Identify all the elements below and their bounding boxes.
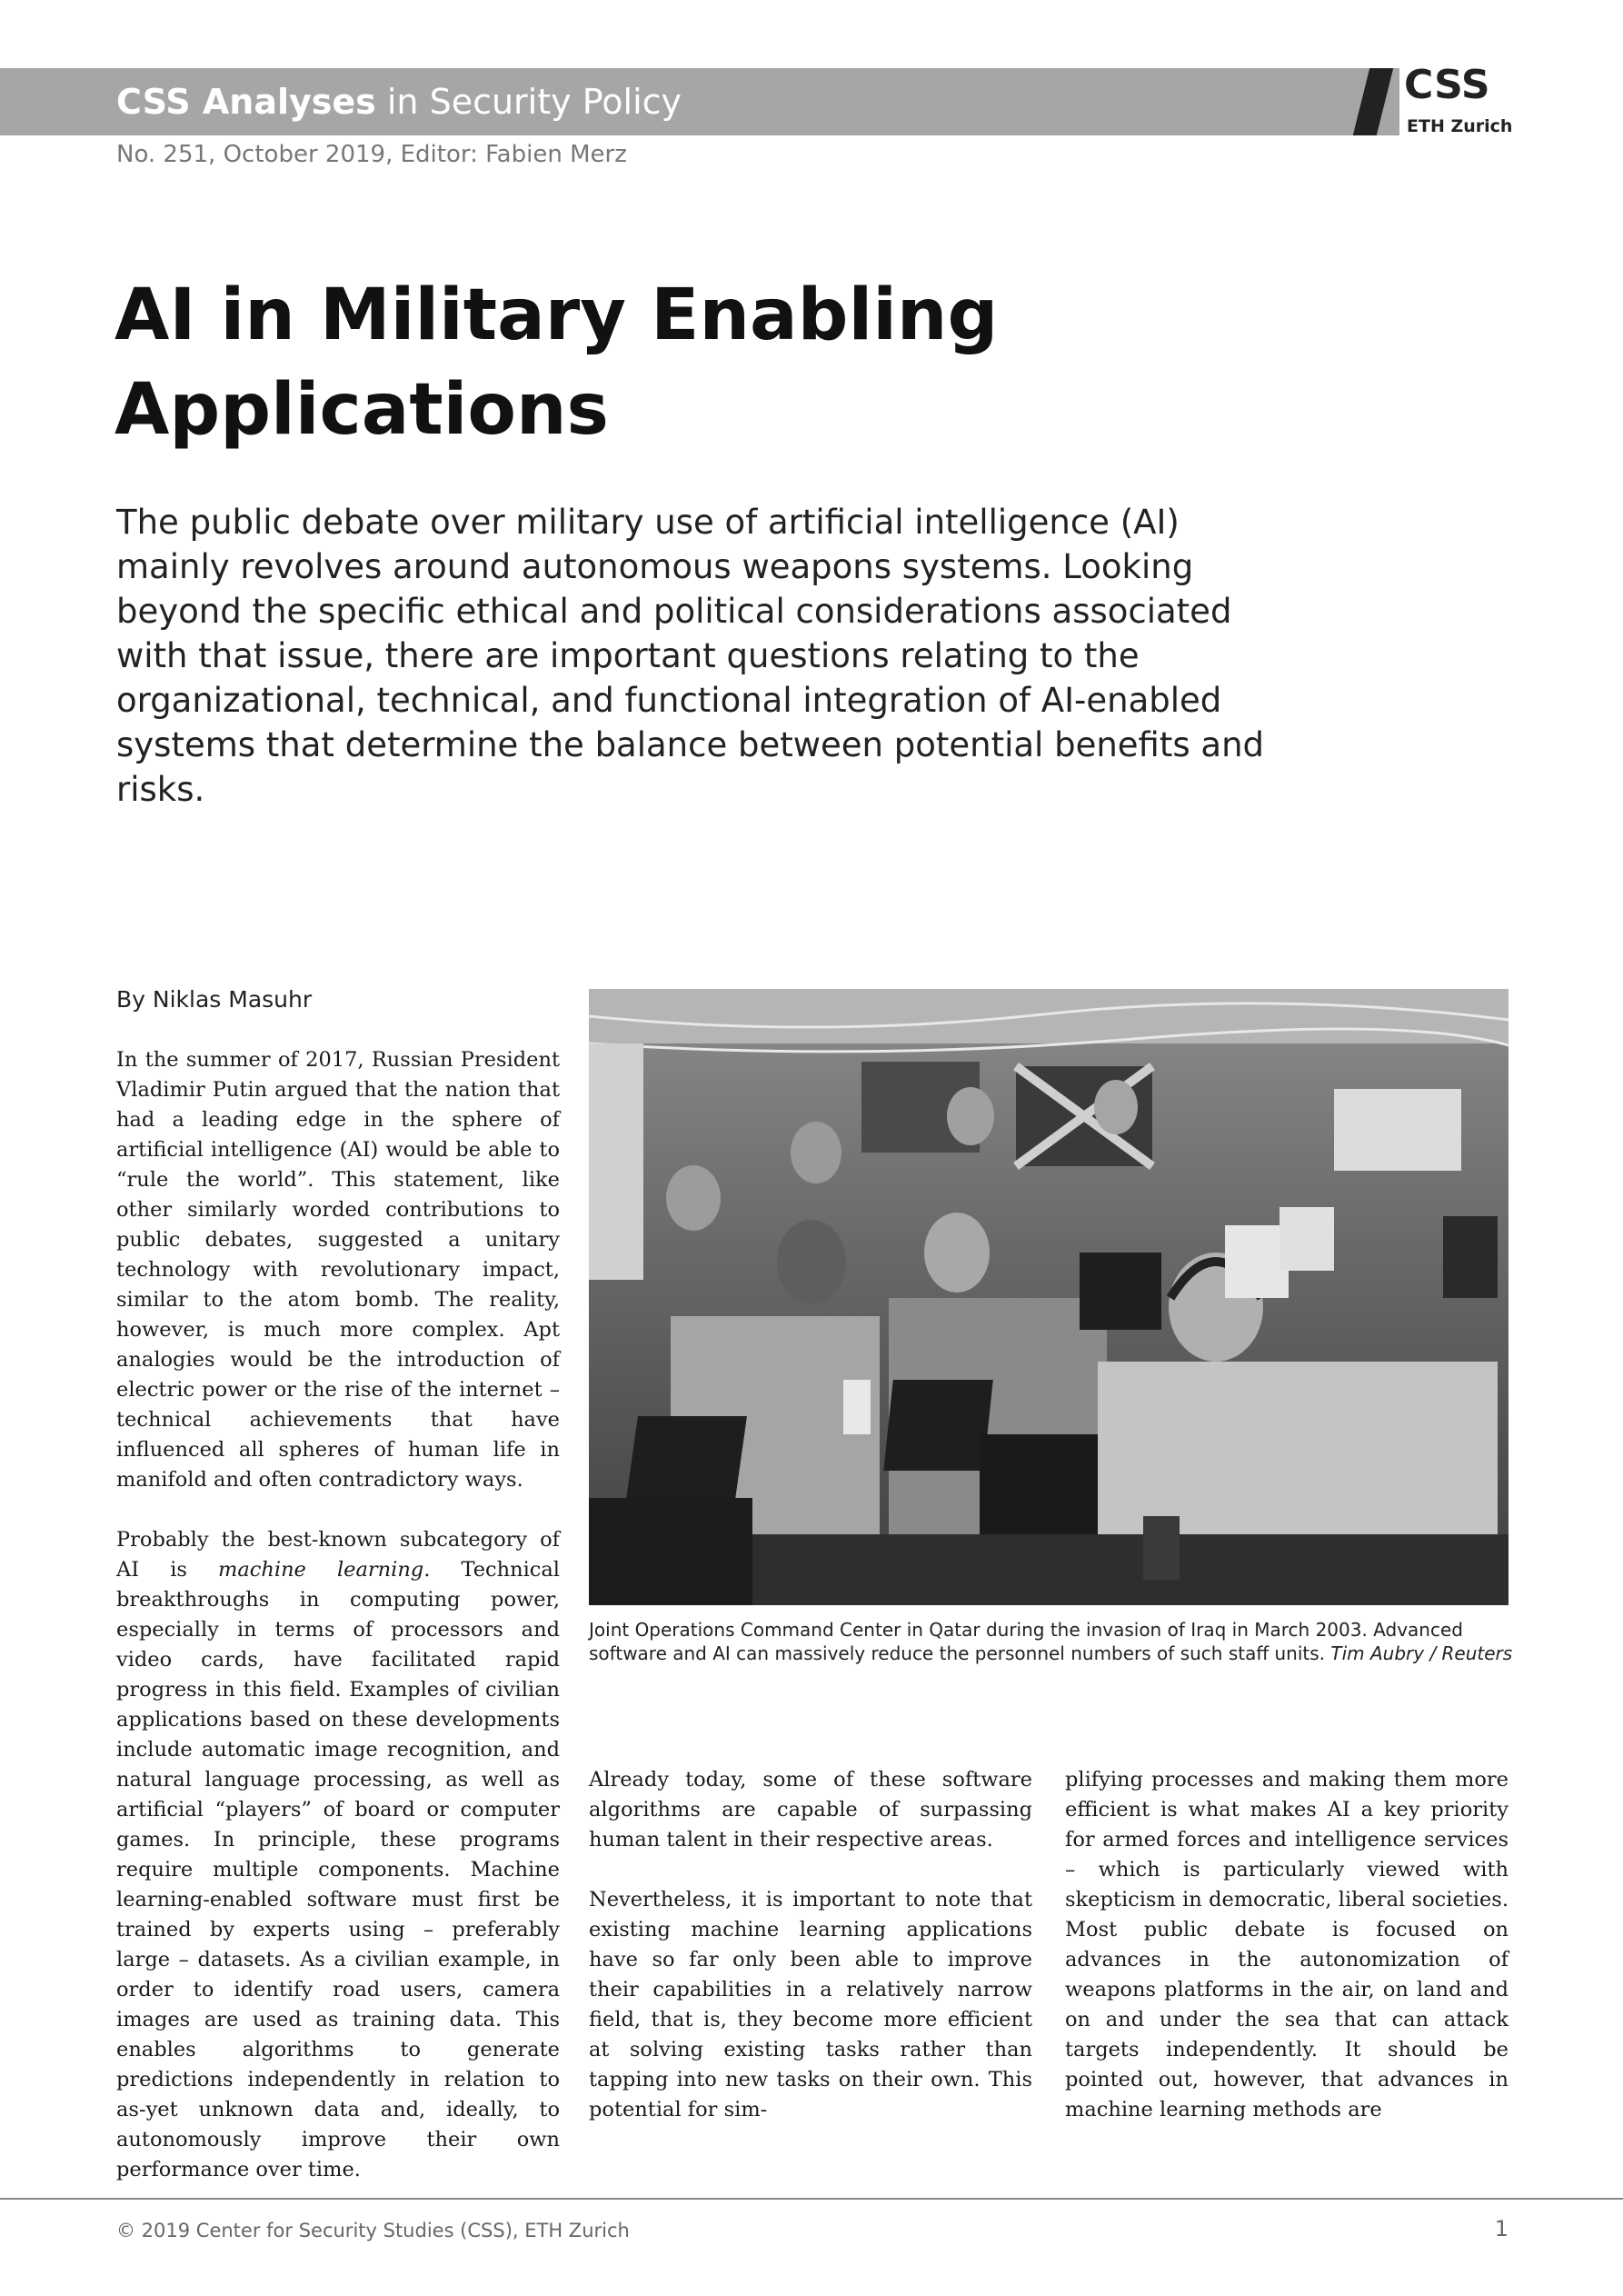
css-logo-subtitle: ETH Zurich bbox=[1407, 116, 1513, 136]
page-title: AI in Military Enabling Applications bbox=[115, 275, 999, 451]
series-title bbox=[116, 82, 682, 122]
paragraph: plifying processes and making them more efficient is what makes AI a key priority for armed forces and intelligence services – which is particularly viewed with skepticism in democratic, liberal societies. Most public debate is focused on advances in the autonomization of weapons platforms in the air, on land and on and under the sea that can attack targets independently. It should be pointed out, however, that advances in machine learning methods are bbox=[1065, 1768, 1508, 2121]
photo-illustration bbox=[589, 989, 1508, 1605]
series-title-light: in Security Policy bbox=[386, 82, 682, 122]
photo-caption bbox=[589, 1618, 1525, 1665]
page-number: 1 bbox=[1494, 2216, 1508, 2241]
issue-line: No. 251, October 2019, Editor: Fabien Merz bbox=[116, 141, 627, 168]
emphasis-text: machine learning bbox=[218, 1558, 424, 1582]
article-photo bbox=[589, 989, 1508, 1605]
body-column-3 bbox=[1065, 1765, 1508, 2125]
caption-text: Joint Operations Command Center in Qatar during the invasion of Iraq in March 2003. Advanced software and AI can massively reduce the personnel numbers of such staff units. bbox=[589, 1619, 1463, 1664]
footer-copyright: © 2019 Center for Security Studies (CSS), ETH Zurich bbox=[116, 2220, 630, 2241]
paragraph bbox=[116, 1525, 560, 2185]
body-column-2 bbox=[589, 1765, 1032, 2125]
paragraph: In the summer of 2017, Russian President Vladimir Putin argued that the nation that had a leading edge in the sphere of artificial intelligence (AI) would be able to “rule the world”. This statement, like other similarly worded contributions to public debates, suggested a unitary technology with revolutionary impact, similar to the atom bomb. The reality, however, is much more complex. Apt analogies would be the introduction of electric power or the rise of the internet – technical achievements that have influenced all spheres of human life in manifold and often contradictory ways. bbox=[116, 1048, 560, 1492]
byline: By Niklas Masuhr bbox=[116, 986, 313, 1013]
photo-credit: Tim Aubry / Reuters bbox=[1330, 1642, 1513, 1664]
css-logo: CSS bbox=[1404, 62, 1490, 108]
paragraph: Already today, some of these software algorithms are capable of surpassing human talent in their respective areas. bbox=[589, 1768, 1032, 1852]
series-title-bold: CSS Analyses bbox=[116, 82, 376, 122]
footer-divider bbox=[0, 2198, 1623, 2200]
body-column-1 bbox=[116, 1045, 560, 2185]
paragraph-text: . Technical breakthroughs in computing power, especially in terms of processors and video cards, have facilitated rapid progress in this field. Examples of civilian applications based on these developments include automatic image recognition, and natural language processing, as well as artificial “players” of board or computer games. In principle, these programs require multiple components. Machine learning-enabled software must first be trained by experts using – preferably large – datasets. As a civilian example, in order to identify road users, camera images are used as training data. This enables algorithms to generate predictions independently in relation to as-yet unknown data and, ideally, to autonomously improve their own performance over time. bbox=[116, 1558, 561, 2181]
paragraph: Nevertheless, it is important to note that existing machine learning applications have so far only been able to improve their capabilities in a relatively narrow field, that is, they become more efficient at solving existing tasks rather than tapping into new tasks on their own. This potential for sim- bbox=[589, 1888, 1032, 2121]
lead-paragraph: The public debate over military use of artificial intelligence (AI) mainly revolves around autonomous weapons systems. Looking beyond the specific ethical and political considerations associated with that issue, there are important questions relating to the organizational, technical, and functional integration of AI-enabled systems that determine the balance between potential benefits and risks. bbox=[116, 503, 1265, 809]
paragraph-text: Probably the best-known subcategory of AI is bbox=[116, 1528, 560, 1582]
